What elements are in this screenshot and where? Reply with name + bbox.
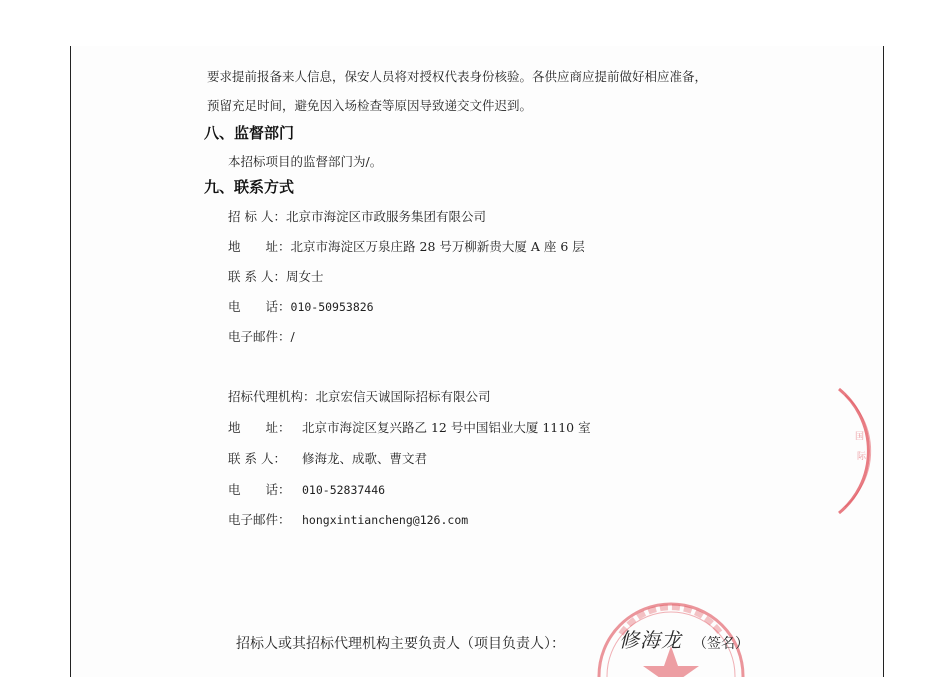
intro-line-2: 预留充足时间，避免因入场检查等原因导致递交文件迟到。 [207, 98, 533, 113]
tenderer-contact-row [228, 267, 323, 285]
agency-name: 北京宏信天诚国际招标有限公司 [315, 389, 491, 404]
signature-suffix: （签名） [693, 636, 749, 652]
signature-handwritten-name: 修海龙 [619, 628, 682, 652]
agency-email-row [228, 510, 468, 528]
tenderer-name-row [228, 207, 486, 225]
agency-contact-row [228, 449, 427, 467]
tenderer-address-label: 地 址： [228, 239, 291, 254]
tenderer-contact: 周女士 [285, 269, 324, 284]
agency-phone-label: 电 话： [228, 482, 291, 497]
tenderer-email: / [290, 329, 295, 344]
section-8-body: 本招标项目的监督部门为/。 [228, 154, 383, 169]
intro-line-1: 要求提前报备来人信息，保安人员将对授权代表身份核验。各供应商应提前做好相应准备， [207, 69, 708, 84]
document-page [70, 46, 884, 677]
tenderer-name: 北京市海淀区市政服务集团有限公司 [285, 209, 486, 224]
tenderer-phone-row [228, 297, 374, 315]
svg-text:际: 际 [857, 452, 867, 462]
agency-phone: 010-52837446 [302, 483, 386, 497]
tenderer-email-label: 电子邮件： [228, 329, 291, 344]
tenderer-phone-label: 电 话： [228, 299, 291, 314]
agency-address-label: 地 址： [228, 420, 291, 435]
section-9-heading: 九、联系方式 [204, 178, 295, 196]
agency-contact: 修海龙、成歌、曹文君 [302, 451, 428, 466]
agency-name-label: 招标代理机构： [228, 389, 316, 404]
agency-name-row [228, 387, 491, 405]
agency-contact-label: 联 系 人： [228, 451, 286, 466]
seal-edge-stamp [811, 381, 883, 521]
svg-text:国: 国 [855, 432, 865, 442]
agency-email-label: 电子邮件： [228, 512, 291, 527]
signature-label: 招标人或其招标代理机构主要负责人（项目负责人）： [236, 636, 565, 652]
agency-address: 北京市海淀区复兴路乙 12 号中国铝业大厦 1110 室 [302, 420, 591, 435]
tenderer-address: 北京市海淀区万泉庄路 28 号万柳新贵大厦 A 座 6 层 [290, 239, 585, 254]
section-8-heading: 八、监督部门 [204, 124, 295, 142]
tenderer-contact-label: 联 系 人： [228, 269, 286, 284]
tenderer-email-row [228, 327, 295, 345]
tenderer-name-label: 招 标 人： [228, 209, 286, 224]
agency-address-row [228, 418, 591, 436]
tenderer-address-row [228, 237, 585, 255]
agency-phone-row [228, 480, 385, 498]
agency-email: hongxintiancheng@126.com [302, 513, 469, 527]
tenderer-phone: 010-50953826 [290, 300, 374, 314]
